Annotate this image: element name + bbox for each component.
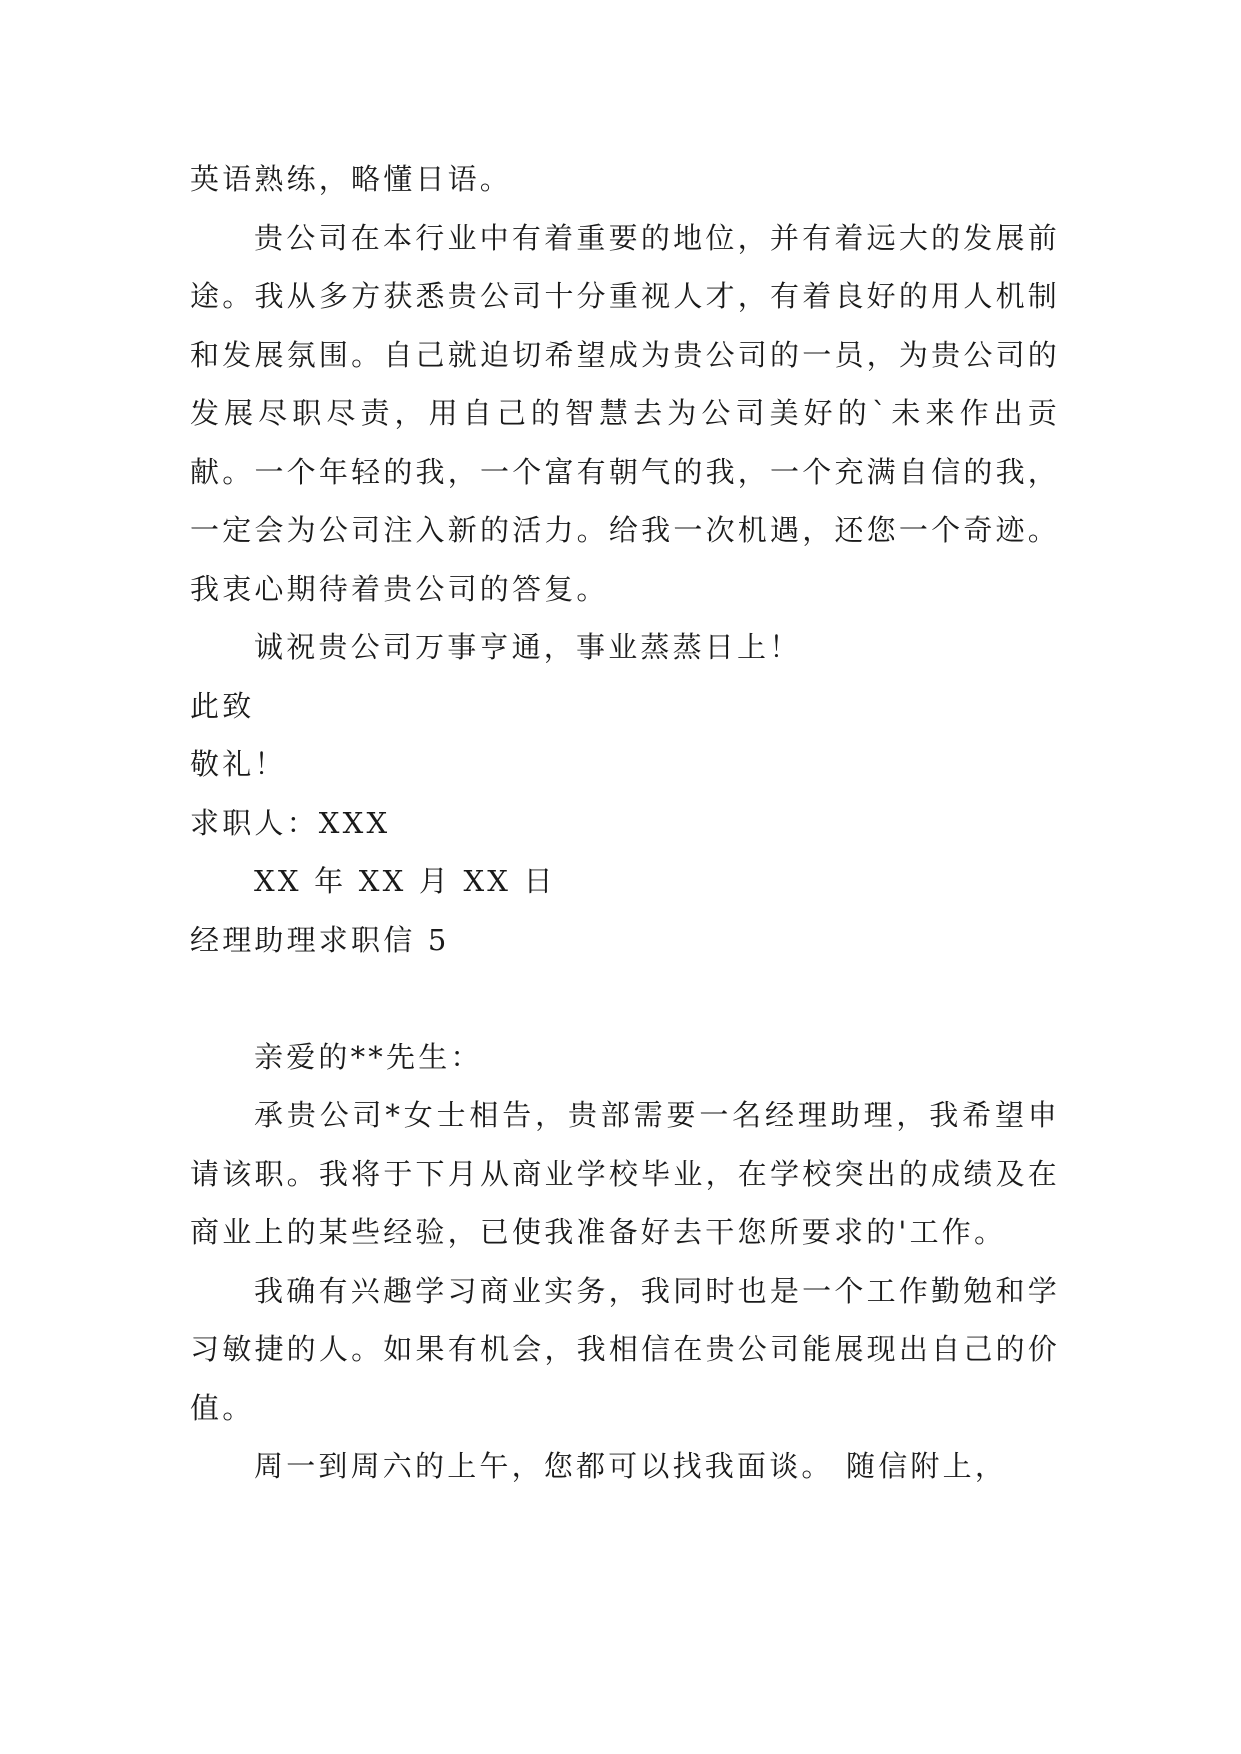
- applicant-signature: 求职人：XXX: [190, 805, 391, 840]
- paragraph-application: 承贵公司*女士相告，贵部需要一名经理助理，我希望申请该职。我将于下月从商业学校毕业，在学校突出的成绩及在商业上的某些经验，已使我准备好去干您所要求的'工作。: [190, 1098, 1060, 1249]
- paragraph-company-interest: 贵公司在本行业中有着重要的地位，并有着远大的发展前途。我从多方获悉贵公司十分重视人才，有着良好的用人机制和发展氛围。自己就迫切希望成为贵公司的一员，为贵公司的发展尽职尽责，用自己的智慧去为公司美好的`未来作出贡献。一个年轻的我，一个富有朝气的我，一个充满自信的我，一定会为公司注入新的活力。给我一次机遇，还您一个奇迹。我衷心期待着贵公司的答复。: [190, 220, 1060, 606]
- blank-line: [190, 969, 1060, 1028]
- paragraph-wishes: 诚祝贵公司万事亨通，事业蒸蒸日上！: [254, 630, 802, 664]
- closing-regards: 敬礼！: [190, 747, 287, 781]
- section-title: 经理助理求职信 5: [190, 922, 450, 957]
- letter-body: [190, 150, 1060, 1496]
- letter-date: XX 年 XX 月 XX 日: [254, 864, 556, 898]
- paragraph-language-skills: 英语熟练，略懂日语。: [190, 162, 513, 196]
- paragraph-qualities: 我确有兴趣学习商业实务，我同时也是一个工作勤勉和学习敏捷的人。如果有机会，我相信在贵公司能展现出自己的价值。: [190, 1273, 1060, 1425]
- closing-salutation: 此致: [190, 688, 255, 723]
- letter-greeting: 亲爱的**先生：: [254, 1039, 483, 1074]
- paragraph-interview: 周一到周六的上午，您都可以找我面谈。 随信附上，: [254, 1449, 1008, 1483]
